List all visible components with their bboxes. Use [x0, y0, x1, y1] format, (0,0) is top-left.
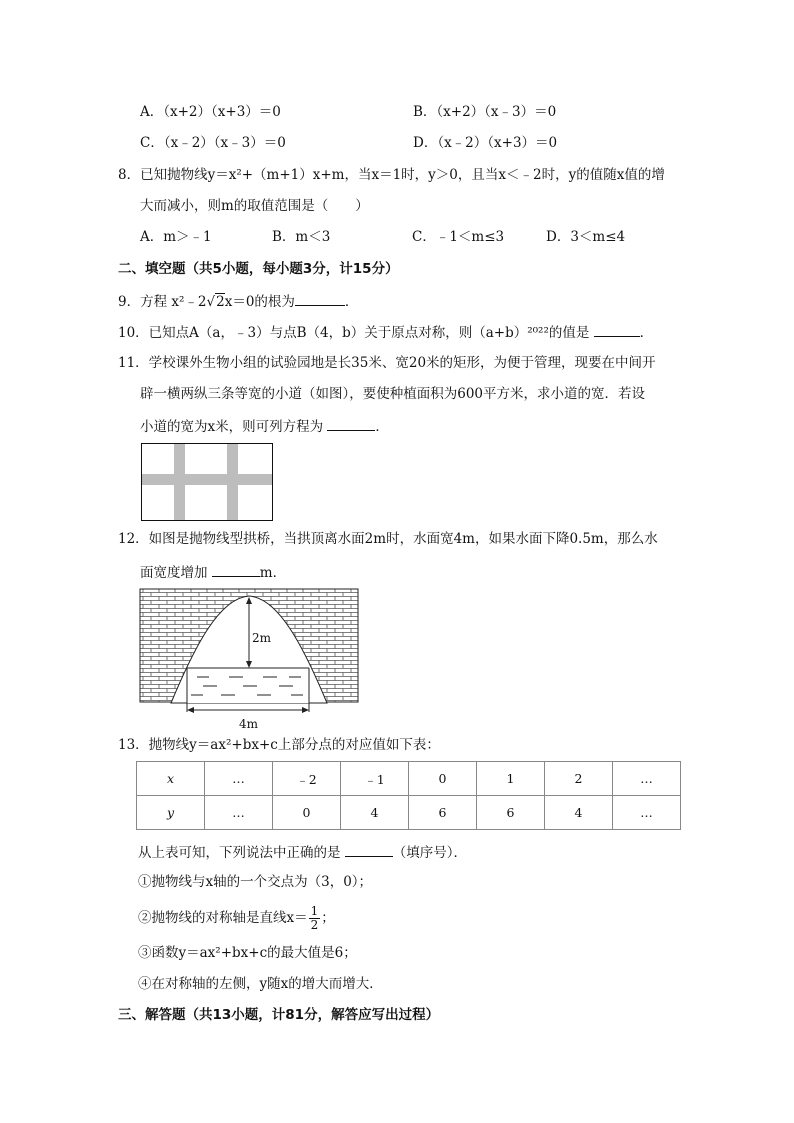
q8-option-b: B．m＜3	[272, 229, 331, 245]
sqrt-symbol: √	[206, 294, 216, 310]
table-row-x	[137, 762, 681, 796]
table-cell: …	[613, 762, 681, 796]
table-row-y	[137, 796, 681, 830]
table-cell: 4	[341, 796, 409, 830]
width-label: 4m	[239, 717, 259, 731]
table-cell: …	[205, 796, 273, 830]
horizontal-path	[142, 474, 272, 485]
q7-option-b: B．（x+2）（x﹣3）＝0	[413, 104, 557, 120]
q13-statement-1: ①抛物线与x轴的一个交点为（3，0）；	[138, 874, 373, 890]
q13-prompt	[138, 842, 467, 862]
q8-line-1: 8．已知抛物线y＝x²+（m+1）x+m，当x＝1时，y＞0，且当x＜﹣2时，y的值随x值的增	[118, 167, 665, 183]
q10-answer-blank[interactable]	[594, 322, 640, 337]
arch-bridge-figure	[139, 588, 361, 733]
q10-end: ．	[639, 325, 654, 341]
q13-statement-2	[138, 903, 335, 933]
vertical-path-left	[174, 444, 185, 520]
table-cell: ﹣1	[341, 762, 409, 796]
q10-text: 10．已知点A（a，﹣3）与点B（4，b）关于原点对称，则（a+b）²⁰²²的值是	[118, 325, 590, 341]
q13-answer-blank[interactable]	[345, 842, 393, 857]
garden-plot-figure	[141, 443, 273, 521]
q7-option-d: D．（x﹣2）（x+3）＝0	[413, 135, 558, 151]
q8-line-2: 大而减小，则m的取值范围是（ ）	[140, 198, 369, 214]
q11-answer-blank[interactable]	[327, 416, 375, 431]
q9-line	[118, 291, 358, 311]
q12-line-1: 12．如图是抛物线型拱桥，当拱顶离水面2m时，水面宽4m，如果水面下降0.5m，那么水	[118, 531, 658, 547]
q11-text-3: 小道的宽为x米，则可列方程为	[140, 419, 324, 435]
q12-text-pre: 面宽度增加	[140, 565, 208, 581]
q13-prompt-post: （填序号）．	[392, 845, 468, 861]
table-cell: …	[205, 762, 273, 796]
q9-end: ．	[344, 294, 359, 310]
q8-option-a: A．m＞﹣1	[140, 229, 212, 245]
q7-option-c: C．（x﹣2）（x﹣3）＝0	[140, 135, 286, 151]
section-3-heading: 三、解答题（共13小题，计81分，解答应写出过程）	[118, 1007, 440, 1023]
q11-line-1: 11．学校课外生物小组的试验园地是长35米、宽20米的矩形，为便于管理，现要在中间开	[118, 355, 656, 371]
q12-line-2	[140, 562, 286, 582]
table-cell: 0	[409, 762, 477, 796]
table-cell: 2	[545, 762, 613, 796]
width-arrow-head-left	[187, 707, 194, 713]
q11-line-2: 辟一横两纵三条等宽的小道（如图），要使种植面积为600平方米，求小道的宽．若设	[140, 386, 646, 402]
table-cell: x	[137, 762, 205, 796]
section-2-heading: 二、填空题（共5小题，每小题3分，计15分）	[118, 261, 399, 277]
width-arrow-head-right	[302, 707, 309, 713]
fraction-numerator: 1	[310, 904, 319, 918]
table-cell: y	[137, 796, 205, 830]
q10-line	[118, 322, 653, 342]
q9-text-post: x＝0的根为	[224, 294, 295, 310]
q9-text-pre: 9．方程 x²﹣2	[118, 294, 207, 310]
table-cell: 6	[477, 796, 545, 830]
table-cell: 0	[273, 796, 341, 830]
q12-text-post: m．	[259, 565, 287, 581]
table-cell: 1	[477, 762, 545, 796]
fraction-denominator: 2	[310, 918, 319, 932]
values-table	[136, 761, 681, 830]
q8-option-c: C．﹣1＜m≤3	[412, 229, 505, 245]
q13-s2-post: ；	[321, 910, 335, 926]
table-cell: ﹣2	[273, 762, 341, 796]
vertical-path-right	[227, 444, 238, 520]
q13-statement-4: ④在对称轴的左侧，y随x的增大而增大．	[138, 976, 383, 992]
q11-line-3	[140, 416, 389, 436]
height-label: 2m	[252, 631, 272, 645]
q13-s2-pre: ②抛物线的对称轴是直线x＝	[138, 910, 308, 926]
q13-intro: 13．抛物线y＝ax²+bx+c上部分点的对应值如下表：	[118, 737, 440, 753]
q9-radicand: 2	[216, 294, 225, 310]
table-cell: 4	[545, 796, 613, 830]
q7-option-a: A．（x+2）（x+3）＝0	[140, 104, 281, 120]
q12-answer-blank[interactable]	[212, 562, 260, 577]
table-cell: …	[613, 796, 681, 830]
q13-prompt-pre: 从上表可知，下列说法中正确的是	[138, 845, 341, 861]
q11-end: ．	[375, 419, 389, 435]
q9-answer-blank[interactable]	[295, 291, 345, 306]
q13-statement-3: ③函数y＝ax²+bx+c的最大值是6；	[138, 945, 357, 961]
table-cell: 6	[409, 796, 477, 830]
q8-option-d: D．3＜m≤4	[546, 229, 626, 245]
fraction-half	[309, 905, 321, 932]
